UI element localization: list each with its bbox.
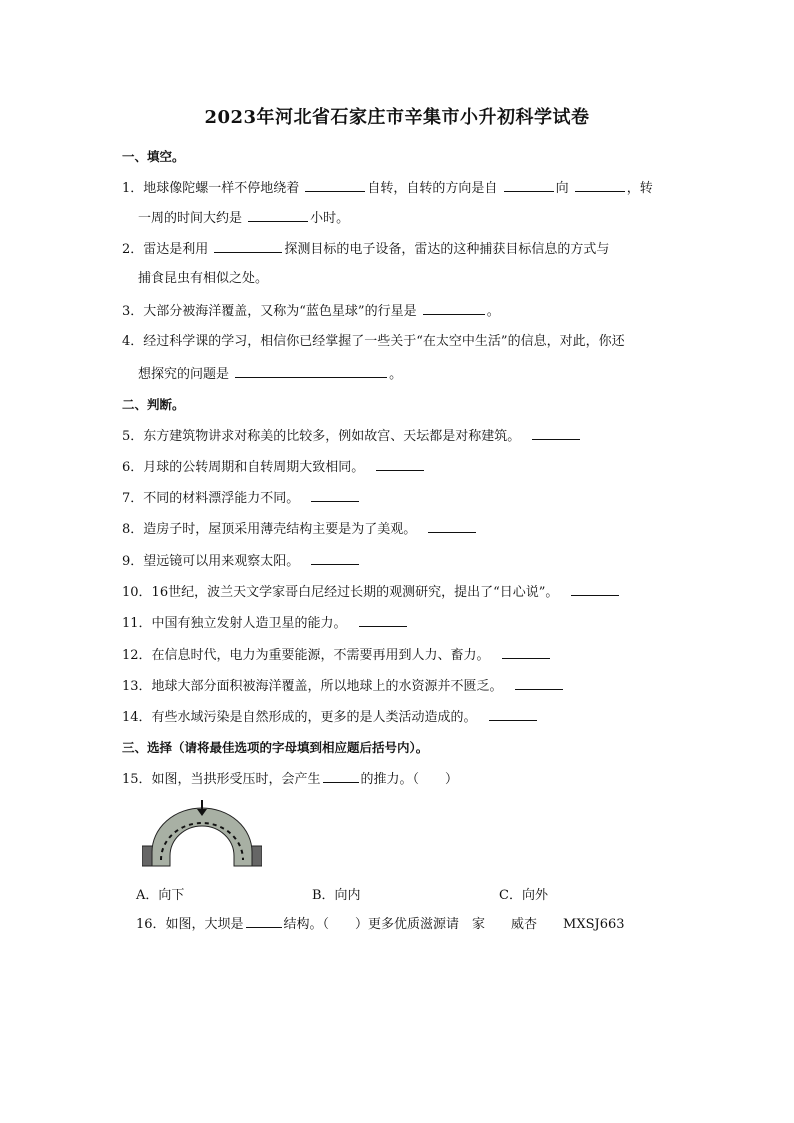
question-text: 自转，自转的方向是自 (367, 181, 498, 196)
question-4-cont (138, 364, 402, 384)
question-text: 6．月球的公转周期和自转周期大致相同。 (122, 460, 365, 475)
question-text: 13．地球大部分面积被海洋覆盖，所以地球上的水资源并不匮乏。 (122, 679, 503, 694)
answer-blank[interactable] (504, 178, 554, 192)
question-10 (122, 582, 621, 602)
arch-shape (152, 808, 252, 866)
question-9 (122, 551, 361, 571)
question-text: 11．中国有独立发射人造卫星的能力。 (122, 616, 347, 631)
question-15 (122, 769, 458, 789)
answer-blank[interactable] (246, 914, 282, 928)
answer-blank[interactable] (235, 364, 387, 378)
question-text: 9．望远镜可以用来观察太阳。 (122, 554, 300, 569)
answer-blank[interactable] (305, 178, 365, 192)
question-2-cont: 捕食昆虫有相似之处。 (138, 271, 269, 286)
question-text: 向 (555, 181, 569, 196)
question-8 (122, 519, 478, 539)
question-text: 小时。 (310, 211, 350, 226)
answer-blank[interactable] (428, 519, 476, 533)
question-5 (122, 426, 582, 446)
option-b[interactable]: B．向内 (312, 888, 361, 903)
question-text: 16．如图，大坝是 (136, 917, 244, 932)
question-2 (122, 239, 609, 259)
answer-blank[interactable] (532, 426, 580, 440)
answer-blank[interactable] (489, 707, 537, 721)
question-12 (122, 645, 552, 665)
question-text: 探测目标的电子设备，雷达的这种捕获目标信息的方式与 (284, 242, 610, 257)
question-13 (122, 676, 565, 696)
section-fill-heading: 一、填空。 (122, 149, 185, 164)
question-text: ，转 (626, 181, 653, 196)
answer-blank[interactable] (376, 457, 424, 471)
section-choice-heading: 三、选择（请将最佳选项的字母填到相应题后括号内）。 (122, 740, 429, 755)
answer-blank[interactable] (359, 613, 407, 627)
option-c[interactable]: C．向外 (499, 888, 548, 903)
question-text: 一周的时间大约是 (138, 211, 243, 226)
answer-blank[interactable] (423, 301, 485, 315)
answer-blank[interactable] (214, 239, 282, 253)
question-text: 想探究的问题是 (138, 367, 230, 382)
question-text: 7．不同的材料漂浮能力不同。 (122, 491, 300, 506)
question-text: 10．16世纪，波兰天文学家哥白尼经过长期的观测研究，提出了“日心说”。 (122, 585, 559, 600)
question-text: 。 (389, 367, 403, 382)
question-text: 2．雷达是利用 (122, 242, 209, 257)
answer-blank[interactable] (323, 769, 359, 783)
question-16 (136, 914, 625, 934)
answer-blank[interactable] (571, 582, 619, 596)
question-text: 8．造房子时，屋顶采用薄壳结构主要是为了美观。 (122, 522, 417, 537)
question-text: 。 (486, 304, 500, 319)
answer-blank[interactable] (502, 645, 550, 659)
question-text: 5．东方建筑物讲求对称美的比较多，例如故宫、天坛都是对称建筑。 (122, 429, 521, 444)
answer-blank[interactable] (311, 551, 359, 565)
answer-blank[interactable] (575, 178, 625, 192)
question-text: 3．大部分被海洋覆盖，又称为“蓝色星球”的行星是 (122, 304, 417, 319)
question-text: 15．如图，当拱形受压时，会产生 (122, 772, 321, 787)
question-text: 结构。（ ）更多优质滋源请 家 威杏 MXSJ663 (283, 917, 625, 932)
question-text: 12．在信息时代，电力为重要能源，不需要再用到人力、畜力。 (122, 648, 490, 663)
question-14 (122, 707, 539, 727)
option-a[interactable]: A．向下 (136, 888, 185, 903)
question-4: 4．经过科学课的学习，相信你已经掌握了一些关于“在太空中生活”的信息，对此，你还 (122, 334, 625, 349)
question-text: 1．地球像陀螺一样不停地绕着 (122, 181, 300, 196)
arch-figure (142, 800, 262, 868)
page-title: 2023年河北省石家庄市辛集市小升初科学试卷 (204, 107, 590, 128)
section-judge-heading: 二、判断。 (122, 397, 185, 412)
question-1 (122, 178, 653, 198)
question-3 (122, 301, 500, 321)
question-11 (122, 613, 409, 633)
question-7 (122, 488, 361, 508)
question-6 (122, 457, 426, 477)
answer-blank[interactable] (515, 676, 563, 690)
answer-blank[interactable] (248, 208, 308, 222)
question-text: 14．有些水域污染是自然形成的，更多的是人类活动造成的。 (122, 710, 477, 725)
question-1-cont (138, 208, 349, 228)
question-text: 的推力。（ ） (360, 772, 459, 787)
answer-blank[interactable] (311, 488, 359, 502)
